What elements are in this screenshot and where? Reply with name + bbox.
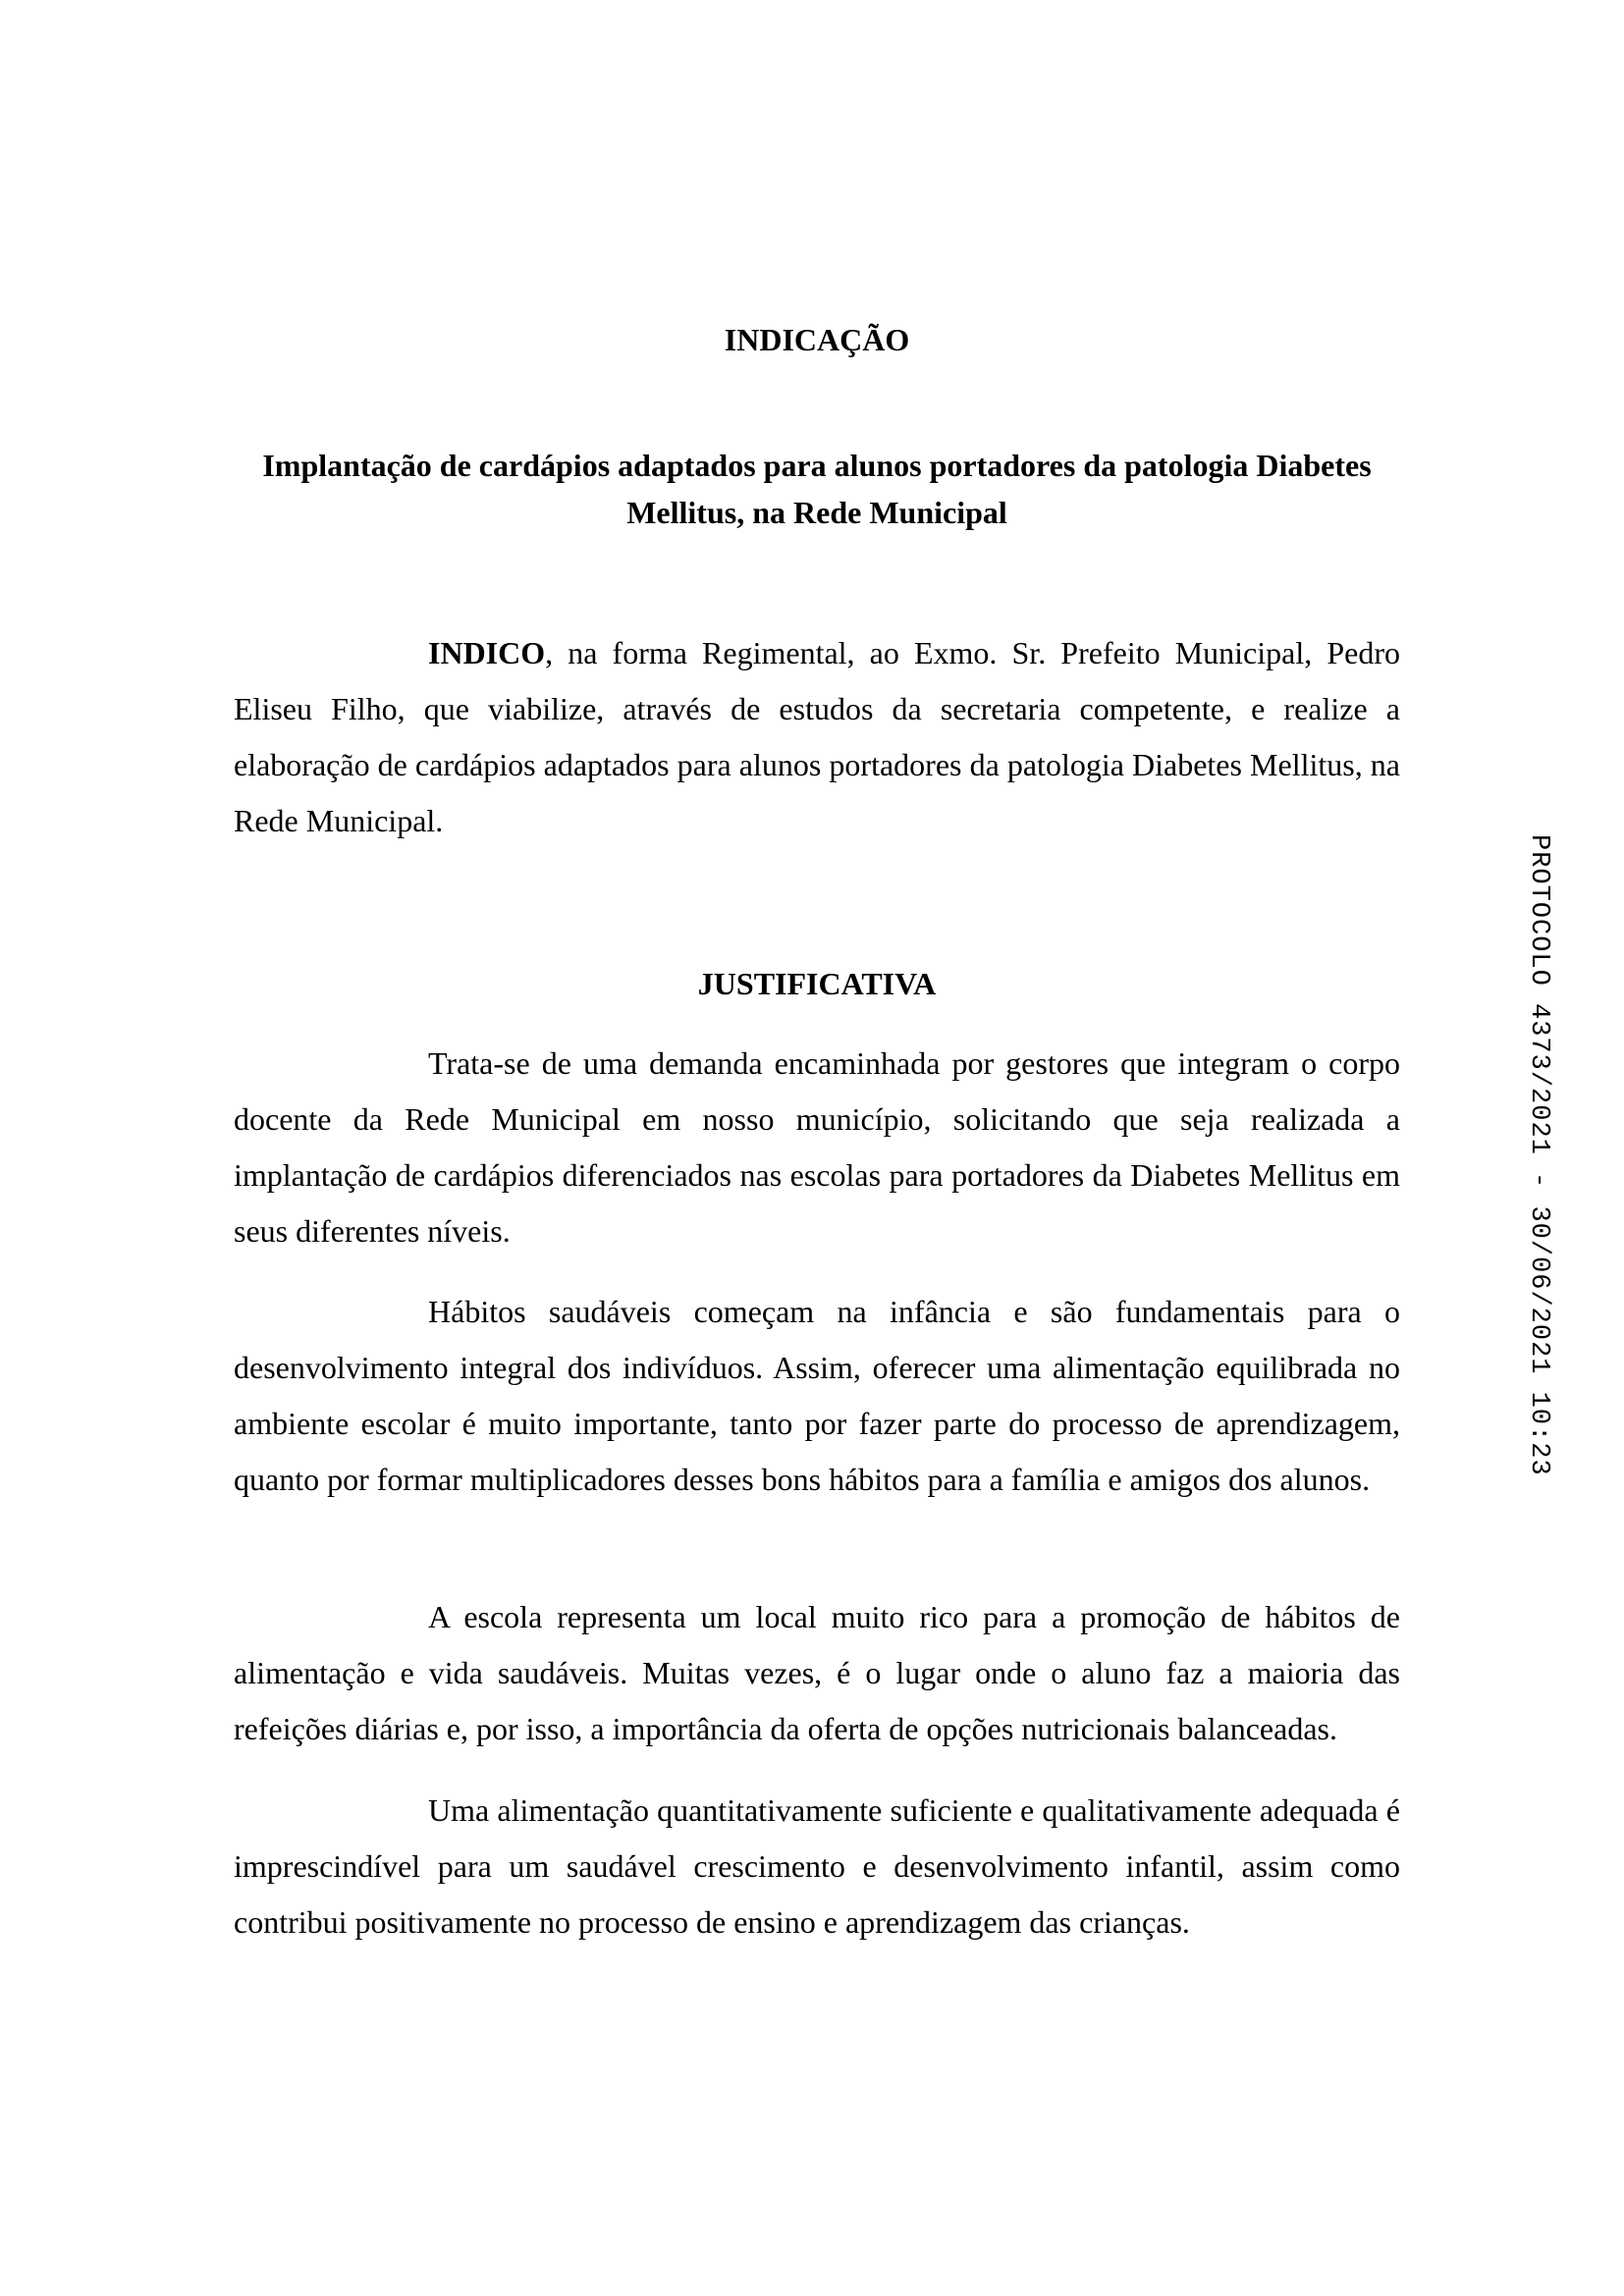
indico-text xyxy=(234,625,1400,849)
justification-text-1: Trata-se de uma demanda encaminhada por gestores que integram o corpo docente da Rede Municipal em nosso município, solicitando que seja realizada a implantação de cardápios diferenciados nas escolas para portadores da Diabetes Mellitus em seus diferentes níveis. xyxy=(234,1045,1400,1249)
justification-paragraph-4 xyxy=(234,1783,1400,1950)
justification-paragraph-3 xyxy=(234,1589,1400,1757)
justification-paragraph-1 xyxy=(234,1036,1400,1259)
justification-text-4: Uma alimentação quantitativamente suficiente e qualitativamente adequada é imprescindível para um saudável crescimento e desenvolvimento infantil, assim como contribui positivamente no processo de ensino e aprendizagem das crianças. xyxy=(234,1792,1400,1940)
justification-paragraph-2 xyxy=(234,1284,1400,1508)
document-title: INDICAÇÃO xyxy=(724,322,910,357)
indico-lead: INDICO xyxy=(428,635,546,670)
indico-paragraph xyxy=(234,625,1400,849)
document-subject: Implantação de cardápios adaptados para alunos portadores da patologia Diabetes Mellitus, na Rede Municipal xyxy=(262,448,1372,530)
protocol-stamp: PROTOCOLO 4373/2021 - 30/06/2021 10:23 xyxy=(1524,834,1553,1476)
justification-text-3: A escola representa um local muito rico para a promoção de hábitos de alimentação e vida saudáveis. Muitas vezes, é o lugar onde o aluno faz a maioria das refeições diárias e, por isso, a importância da oferta de opções nutricionais balanceadas. xyxy=(234,1599,1400,1746)
justification-heading: JUSTIFICATIVA xyxy=(697,966,937,1001)
justification-text-2: Hábitos saudáveis começam na infância e são fundamentais para o desenvolvimento integral dos indivíduos. Assim, oferecer uma alimentação equilibrada no ambiente escolar é muito importante, tanto por fazer parte do processo de aprendizagem, quanto por formar multiplicadores desses bons hábitos para a família e amigos dos alunos. xyxy=(234,1294,1400,1497)
indico-body: , na forma Regimental, ao Exmo. Sr. Prefeito Municipal, Pedro Eliseu Filho, que viabilize, através de estudos da secretaria competente, e realize a elaboração de cardápios adaptados para alunos portadores da patologia Diabetes Mellitus, na Rede Municipal. xyxy=(234,635,1400,838)
